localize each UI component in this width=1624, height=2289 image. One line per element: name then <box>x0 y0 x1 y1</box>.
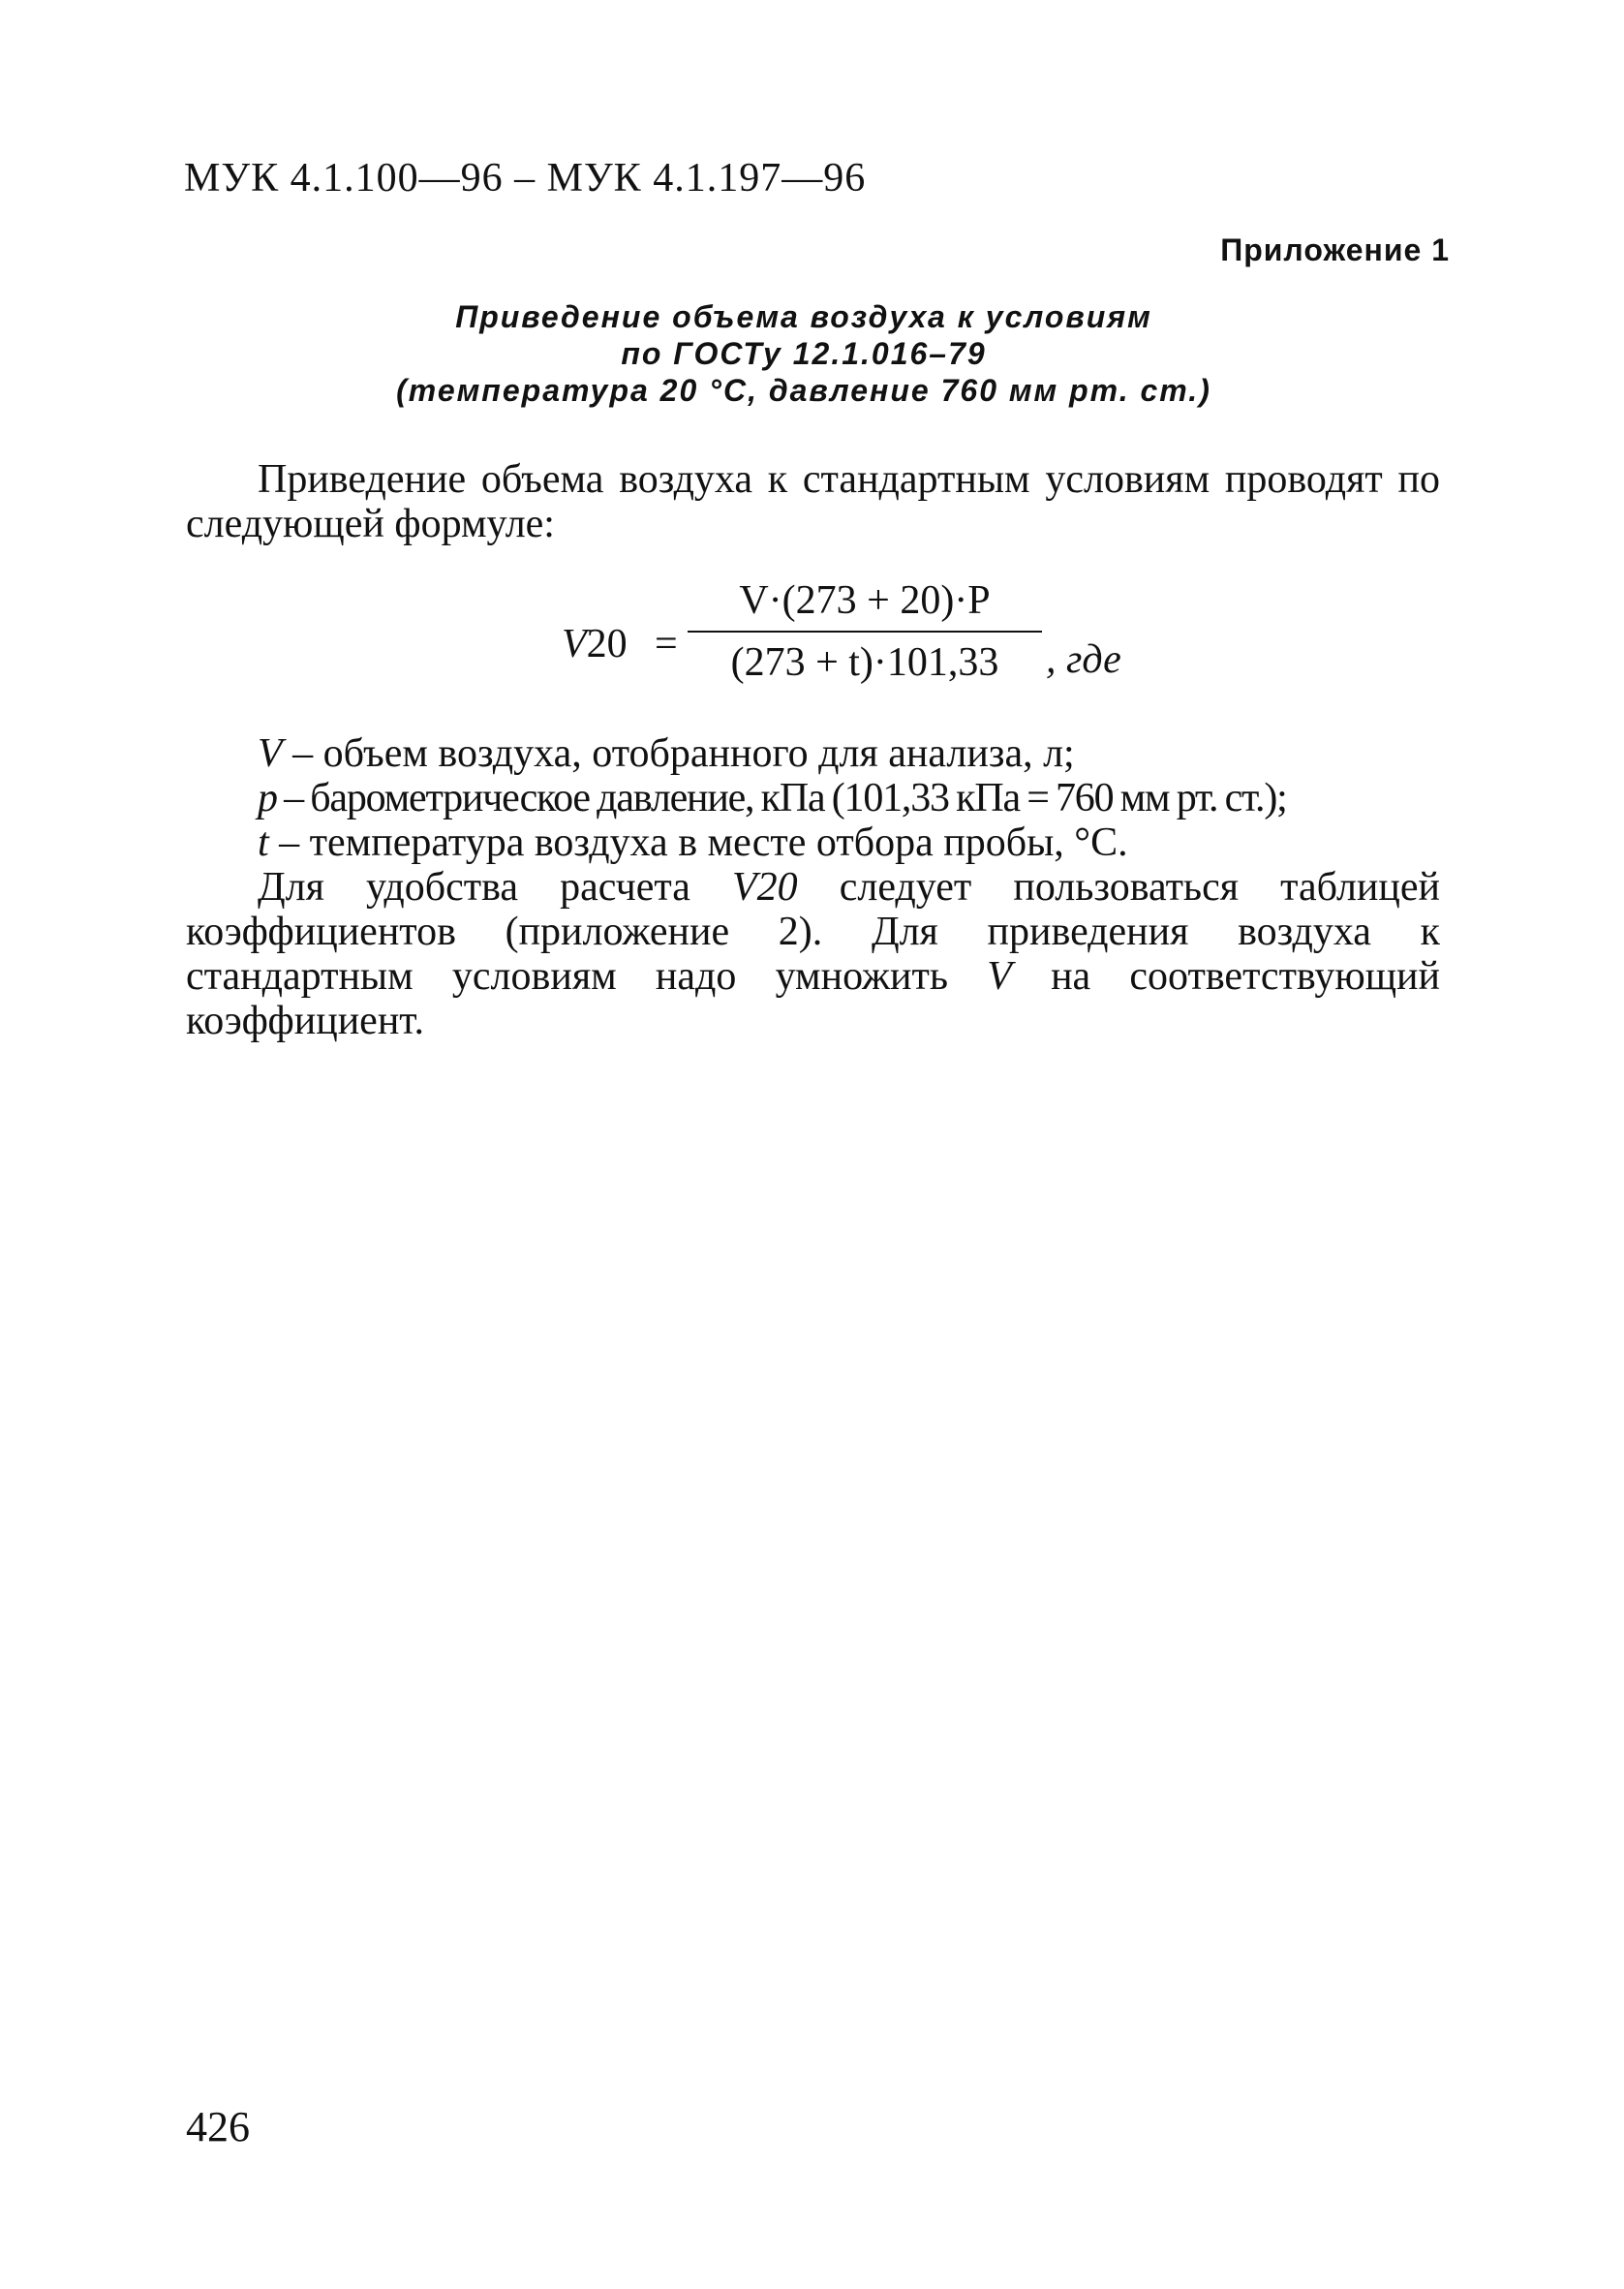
definition-symbol: p <box>258 776 277 820</box>
page-number: 426 <box>186 2103 250 2150</box>
appendix-label: Приложение 1 <box>1220 232 1450 267</box>
title-line-2: по ГОСТу 12.1.016–79 <box>621 336 987 371</box>
definition-t <box>186 820 1440 865</box>
definition-symbol: V <box>258 731 283 776</box>
definition-text: – барометрическое давление, кПа (101,33 кПа = 760 мм рт. ст.); <box>276 776 1287 820</box>
definitions-block <box>186 731 1440 1043</box>
definition-symbol: t <box>258 820 269 865</box>
note-paragraph: Для удобства расчета V20 следует пользоваться таблицей коэффициентов (приложение 2). Для приведения воздуха к стандартным условиям надо умножить V на соответствующий коэффициент. <box>186 865 1441 1043</box>
formula-numerator: V·(273 + 20)·P <box>739 578 991 623</box>
definition-p <box>186 776 1440 820</box>
intro-paragraph <box>186 457 1440 546</box>
document-code-header: МУК 4.1.100—96 – МУК 4.1.197—96 <box>184 156 867 201</box>
title-line-3: (температура 20 °С, давление 760 мм рт. ст.) <box>396 373 1211 408</box>
formula-equals: = <box>655 622 678 666</box>
fraction-bar <box>688 631 1042 633</box>
definition-text: – температура воздуха в месте отбора пробы, °С. <box>268 820 1128 865</box>
intro-text: Приведение объема воздуха к стандартным условиям проводят по следующей формуле: <box>186 457 1440 546</box>
formula-lhs <box>562 621 628 667</box>
formula-denominator: (273 + t)·101,33 <box>730 640 999 685</box>
definition-v <box>186 731 1440 776</box>
formula-lhs-symbol: V <box>562 622 587 666</box>
definition-text: – объем воздуха, отобранного для анализа, л; <box>282 731 1075 776</box>
formula-fraction <box>688 576 1042 687</box>
note-symbol-v20: V20 <box>731 865 798 910</box>
formula-suffix: , где <box>1046 637 1121 682</box>
appendix-title <box>291 298 1317 409</box>
note-symbol-v: V <box>987 954 1012 999</box>
formula-lhs-subscript: 20 <box>586 622 628 666</box>
title-line-1: Приведение объема воздуха к условиям <box>455 299 1152 334</box>
